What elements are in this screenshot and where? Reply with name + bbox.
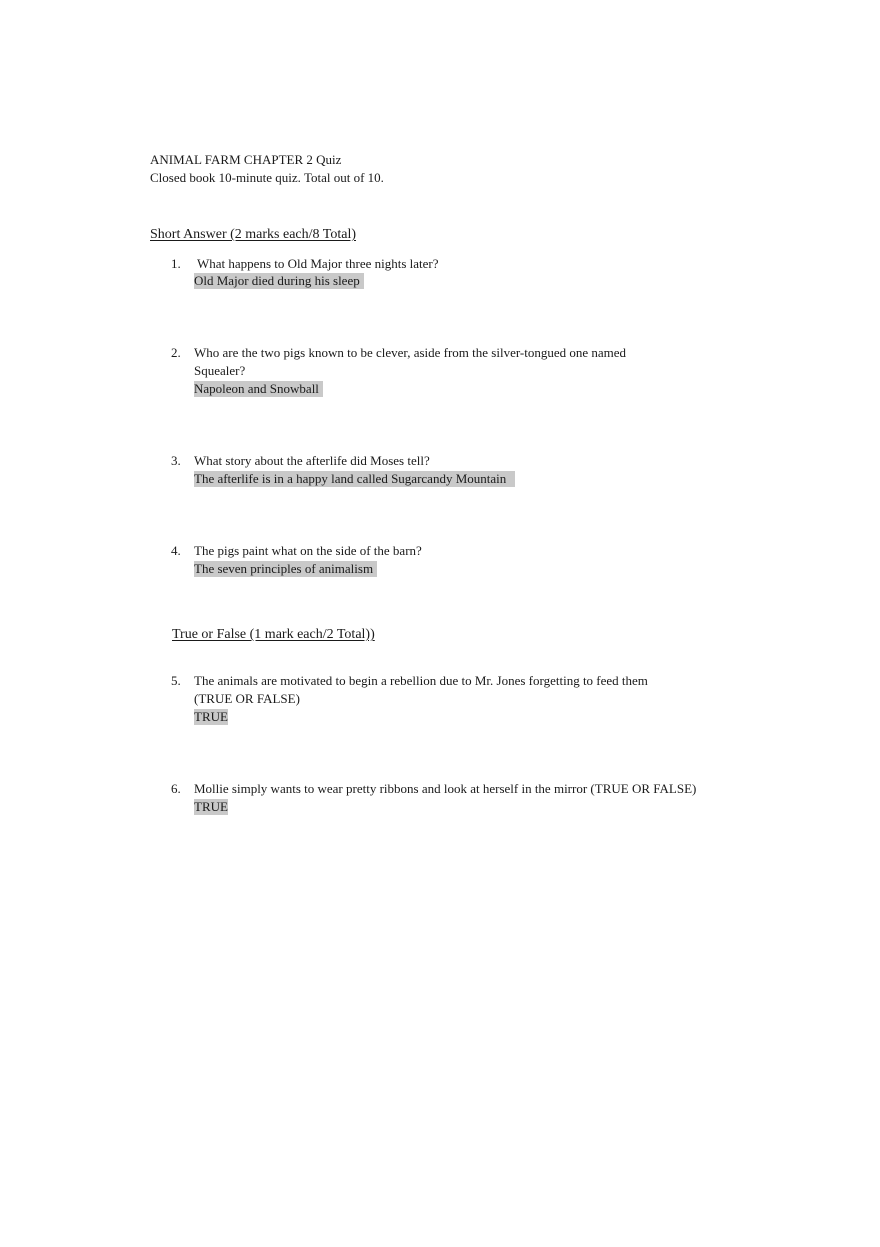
question-text: What story about the afterlife did Moses tell? <box>194 453 430 468</box>
question-text-continued: (TRUE OR FALSE) <box>194 691 300 706</box>
question-number: 1. <box>171 256 181 271</box>
quiz-title: ANIMAL FARM CHAPTER 2 Quiz <box>150 152 342 167</box>
question-text: Mollie simply wants to wear pretty ribbons and look at herself in the mirror (TRUE OR FALSE) <box>194 781 697 796</box>
question-text-continued: Squealer? <box>194 363 246 378</box>
answer-highlight: Napoleon and Snowball <box>194 381 323 397</box>
question-number: 2. <box>171 345 181 360</box>
question-number: 3. <box>171 453 181 468</box>
quiz-subtitle: Closed book 10-minute quiz. Total out of 10. <box>150 170 384 185</box>
question-text: The pigs paint what on the side of the barn? <box>194 543 422 558</box>
section-heading-true-false: True or False (1 mark each/2 Total)) <box>172 627 375 642</box>
question-number: 6. <box>171 781 181 796</box>
question-text: The animals are motivated to begin a rebellion due to Mr. Jones forgetting to feed them <box>194 673 648 688</box>
answer-highlight: Old Major died during his sleep <box>194 273 364 289</box>
answer-highlight: The afterlife is in a happy land called Sugarcandy Mountain <box>194 471 515 487</box>
question-text: Who are the two pigs known to be clever, aside from the silver-tongued one named <box>194 345 627 360</box>
answer-highlight: TRUE <box>194 709 228 724</box>
question-text: What happens to Old Major three nights later? <box>197 256 439 271</box>
answer-highlight: The seven principles of animalism <box>194 561 377 577</box>
question-number: 5. <box>171 673 181 688</box>
question-number: 4. <box>171 543 181 558</box>
answer-highlight: TRUE <box>194 799 228 814</box>
section-heading-short-answer: Short Answer (2 marks each/8 Total) <box>150 227 356 242</box>
